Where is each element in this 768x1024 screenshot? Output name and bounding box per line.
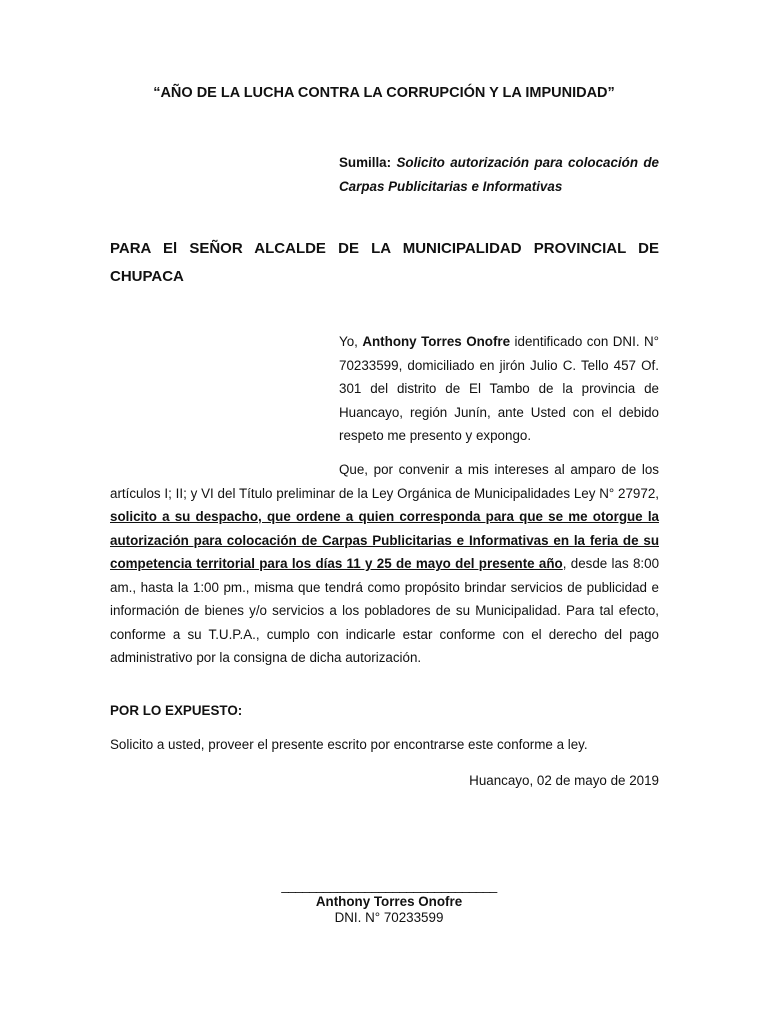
body-part2: , desde las 8:00 am., hasta la 1:00 pm., misma que tendrá como propósito brindar servicios de publicidad e información de bienes y/o servicios a los pobladores de su Municipalidad. Para tal efecto, conforme a su T.U.P.A., cumplo con indicarle estar conforme con el derecho del pago administrativo por la consigna de dicha autorización. <box>110 556 660 665</box>
place-date: Huancayo, 02 de mayo de 2019 <box>469 773 659 788</box>
body-paragraph <box>110 458 659 670</box>
intro-paragraph <box>339 330 659 448</box>
body-request: solicito a su despacho, que ordene a quien corresponda para que se me otorgue la autorización para colocación de Carpas Publicitarias e Informativas en la feria de su competencia territorial para los días 11 y 25 de mayo del presente año <box>110 509 659 571</box>
por-lo-expuesto: POR LO EXPUESTO: <box>110 703 243 718</box>
sumilla-label: Sumilla: <box>339 155 392 170</box>
year-title: “AÑO DE LA LUCHA CONTRA LA CORRUPCIÓN Y LA IMPUNIDAD” <box>153 85 615 101</box>
addressee: PARA El SEÑOR ALCALDE DE LA MUNICIPALIDAD PROVINCIAL DE CHUPACA <box>110 240 659 285</box>
signature-block <box>0 878 768 926</box>
closing-request: Solicito a usted, proveer el presente escrito por encontrarse este conforme a ley. <box>110 737 588 752</box>
signature-line: _______________________________ <box>281 878 497 893</box>
sumilla-block <box>339 151 659 198</box>
intro-prefix: Yo, <box>339 334 363 349</box>
signer-dni: DNI. N° 70233599 <box>334 910 444 925</box>
body-part1: Que, por convenir a mis intereses al amparo de los artículos I; II; y VI del Título preliminar de la Ley Orgánica de Municipalidades Ley N° 27972, <box>110 462 659 501</box>
intro-name: Anthony Torres Onofre <box>362 334 511 349</box>
signer-name: Anthony Torres Onofre <box>315 894 463 909</box>
sumilla-text: Solicito autorización para colocación de Carpas Publicitarias e Informativas <box>339 155 659 194</box>
intro-rest: identificado con DNI. N° 70233599, domiciliado en jirón Julio C. Tello 457 Of. 301 del distrito de El Tambo de la provincia de Huancayo, región Junín, ante Usted con el debido respeto me presento y expongo. <box>339 334 660 443</box>
